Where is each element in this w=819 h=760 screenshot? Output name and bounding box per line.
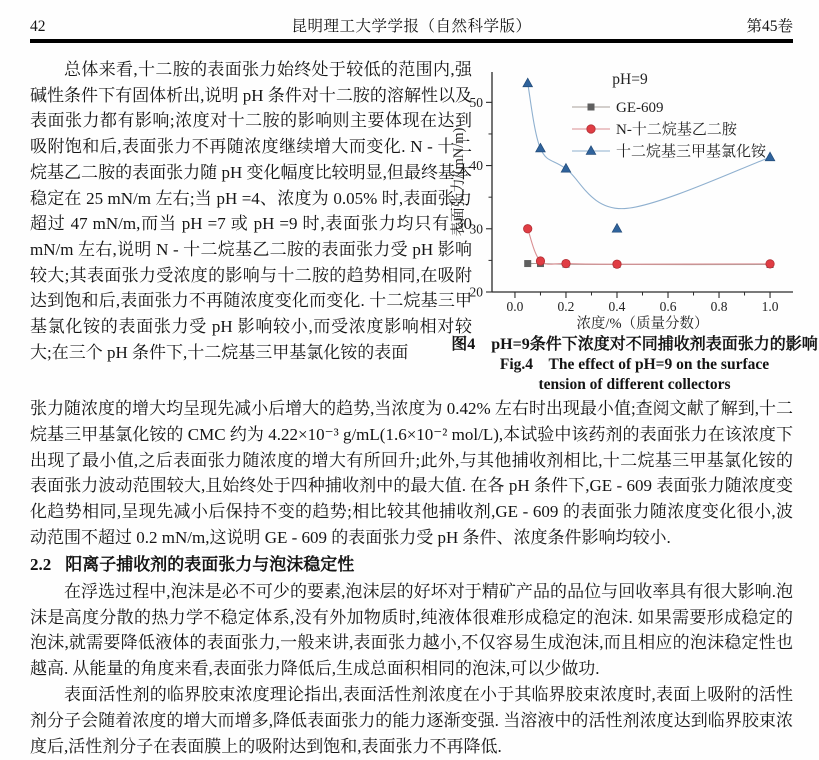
svg-text:表面张力/(mN/m): 表面张力/(mN/m) [451, 127, 467, 237]
svg-text:0.8: 0.8 [710, 299, 728, 314]
volume-label: 第45卷 [746, 18, 793, 35]
legend-label: GE-609 [616, 100, 664, 116]
paragraph-foam-1: 在浮选过程中,泡沫是必不可少的要素,泡沫层的好坏对于精矿产品的品位与回收率具有很大影响.泡沫是高度分散的热力学不稳定体系,没有外加物质时,纯液体很难形成稳定的泡沫. 如果需要形成稳定的泡沫,就需要降低液体的表面张力,一般来讲,表面张力越小,不仅容易生成泡沫,而且相应的泡沫稳定性也越高. 从能量的角度来看,表面张力降低后,生成总面积相同的泡沫,可以少做功. [30, 581, 793, 679]
svg-text:40: 40 [469, 158, 483, 174]
svg-text:30: 30 [469, 221, 483, 237]
svg-text:0.0: 0.0 [506, 299, 524, 314]
two-column-region [30, 57, 819, 397]
svg-text:1.0: 1.0 [761, 299, 779, 314]
svg-text:pH=9: pH=9 [612, 71, 648, 88]
left-column-paragraph: 总体来看,十二胺的表面张力始终处于较低的范围内,强碱性条件下有固体析出,说明 pH 条件对十二胺的溶解性以及表面张力都有影响;浓度对十二胺的影响则主要体现在达到吸附饱和后,表面张力不再随浓度继续增大而变化. N - 十二烷基乙二胺的表面张力随 pH 变化幅度比较明显,但最终基本稳定在 25 mN/m 左右;当 pH =4、浓度为 0.05% 时,表面张力超过 47 mN/m,而当 pH =7 或 pH =9 时,表面张力均只有 30 mN/m 左右,说明 N - 十二烷基乙二胺的表面张力受 pH 影响较大;其表面张力受浓度的影响与十二胺的趋势相同,在吸附达到饱和后,表面张力不再随浓度变化而变化. 十二烷基三甲基氯化铵的表面张力受 pH 影响较小,而受浓度影响相对较大;在三个 pH 条件下,十二烷基三甲基氯化铵的表面 [30, 60, 472, 362]
svg-text:0.6: 0.6 [659, 299, 677, 314]
chart-legend [572, 100, 767, 160]
svg-text:20: 20 [469, 284, 483, 300]
body-text [30, 396, 793, 759]
svg-text:50: 50 [469, 94, 483, 110]
header-rule [30, 39, 793, 43]
figure4 [450, 57, 819, 394]
section-title: 阳离子捕收剂的表面张力与泡沫稳定性 [65, 554, 355, 574]
legend-label: N-十二烷基乙二胺 [616, 122, 737, 138]
figure4-chart [450, 57, 819, 333]
continuation-paragraph: 张力随浓度的增大均呈现先减小后增大的趋势,当浓度为 0.42% 左右时出现最小值;查阅文献了解到,十二烷基三甲基氯化铵的 CMC 约为 4.22×10⁻³ g/mL(1.6×10⁻² mol/L),本试验中该药剂的表面张力在该浓度下出现了最小值,之后表面张力随浓度的增大有所回升;此外,与其他捕收剂相比,十二烷基三甲基氯化铵的表面张力波动范围较大,且始终处于四种捕收剂中的最大值. 在各 pH 条件下,GE - 609 表面张力随浓度变化趋势相同,呈现先减小后保持不变的趋势;相比较其他捕收剂,GE - 609 的表面张力随浓度变化很小,波动范围不超过 0.2 mN/m,这说明 GE - 609 的表面张力受 pH 条件、浓度条件影响均较小. [30, 399, 793, 547]
section-heading-2-2 [30, 552, 793, 578]
svg-text:0.4: 0.4 [608, 299, 626, 314]
section-number: 2.2 [30, 554, 52, 574]
figure4-caption-en-line1: Fig.4 The effect of pH=9 on the surface [499, 356, 770, 373]
page-number: 42 [30, 18, 46, 35]
page-header [30, 14, 793, 36]
figure4-caption [450, 334, 819, 394]
figure4-caption-cn: 图4 pH=9条件下浓度对不同捕收剂表面张力的影响 [451, 336, 818, 353]
svg-text:浓度/%（质量分数）: 浓度/%（质量分数） [576, 316, 709, 332]
legend-label: 十二烷基三甲基氯化铵 [616, 144, 767, 160]
figure4-caption-en-line2: tension of different collectors [538, 375, 731, 393]
left-column [30, 57, 472, 365]
chart-svg [450, 57, 819, 333]
journal-title: 昆明理工大学学报（自然科学版） [291, 18, 532, 35]
paragraph-foam-2: 表面活性剂的临界胶束浓度理论指出,表面活性剂浓度在小于其临界胶束浓度时,表面上吸附的活性剂分子会随着浓度的增大而增多,降低表面张力的能力逐渐变强. 当溶液中的活性剂浓度达到临界胶束浓度后,活性剂分子在表面膜上的吸附达到饱和,表面张力不再降低. [30, 684, 793, 756]
svg-text:0.2: 0.2 [557, 299, 575, 314]
